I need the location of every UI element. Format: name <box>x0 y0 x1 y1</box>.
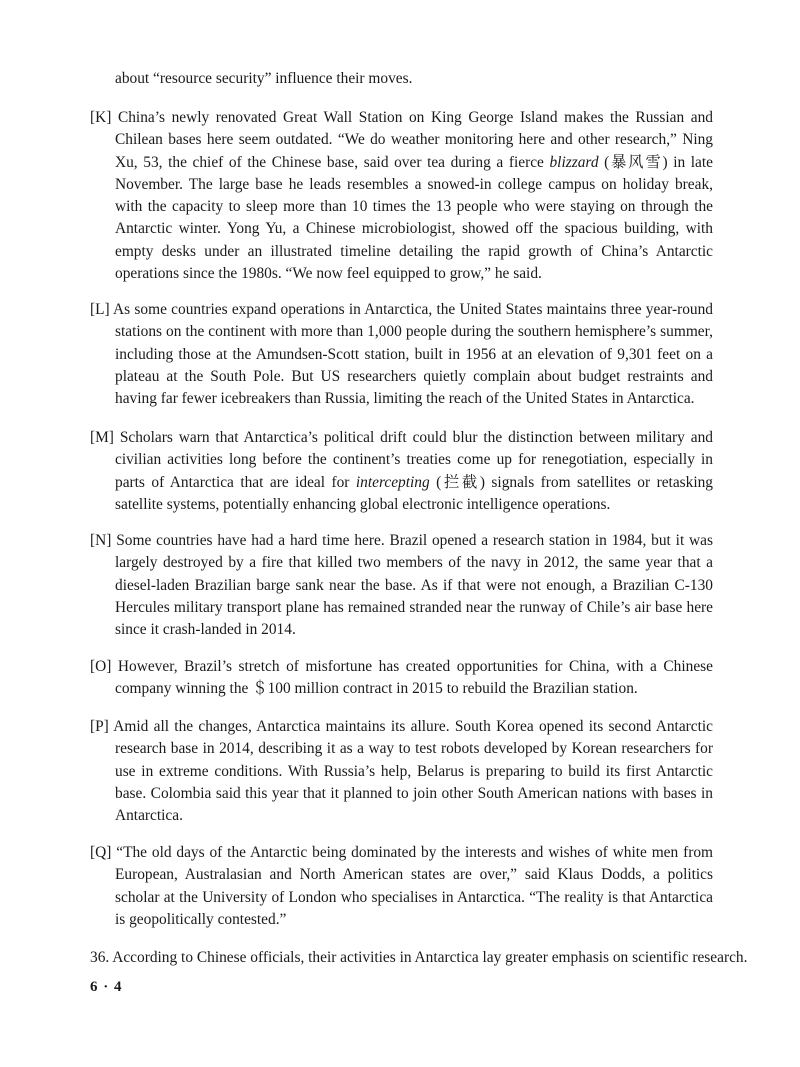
paragraph-q <box>90 842 713 931</box>
paragraph-p <box>90 716 713 827</box>
paragraph-q-text: “The old days of the Antarctic being dominated by the interests and wishes of white men from European, Australasian and North American states are over,” said Klaus Dodds, a politics scholar at the University of London who specialises in Antarctica. “The reality is that Antarctica is geopolitically contested.” <box>111 844 713 928</box>
paragraph-label-m: [M] <box>90 429 114 446</box>
paragraph-p-text: Amid all the changes, Antarctica maintains its allure. South Korea opened its second Antarctic research base in 2014, describing it as a way to test robots developed by Korean researchers for use in extreme conditions. With Russia’s help, Belarus is preparing to build its first Antarctic base. Colombia said this year that it planned to join other South American nations with bases in Antarctica. <box>108 718 713 825</box>
paragraph-n <box>90 530 713 641</box>
paragraph-label-n: [N] <box>90 532 112 549</box>
paragraph-m-text-1: Scholars warn that Antarctica’s political drift could blur the distinction between military and civilian activities long before the continent’s treaties come up for renegotiation, especially in parts of Antarctica that are ideal for <box>113 429 713 491</box>
question-36: 36. According to Chinese officials, their activities in Antarctica lay greater emphasis on scientific research. <box>90 949 748 966</box>
paragraph-label-p: [P] <box>90 718 109 735</box>
paragraph-k-text-1: China’s newly renovated Great Wall Station on King George Island makes the Russian and Chilean bases here seem outdated. “We do weather monitoring here and other research,” Ning Xu, 53, the chief of the Chinese base, said over tea during a fierce <box>111 109 713 171</box>
paragraph-n-text: Some countries have had a hard time here. Brazil opened a research station in 1984, but it was largely destroyed by a fire that killed two members of the navy in 2012, the same year that a diesel-laden Brazilian barge sank near the base. As if that were not enough, a Brazilian C-130 Hercules military transport plane has remained stranded near the runway of Chile’s air base here since it crash-landed in 2014. <box>111 532 713 639</box>
paragraph-l-text: As some countries expand operations in Antarctica, the United States maintains three year-round stations on the continent with more than 1,000 people during the southern hemisphere’s summer, including those at the Amundsen-Scott station, built in 1956 at an elevation of 9,301 feet on a plateau at the South Pole. But US researchers quietly complain about budget restraints and having far fewer icebreakers than Russia, limiting the reach of the United States in Antarctica. <box>109 301 713 408</box>
paragraph-o <box>90 656 713 701</box>
paragraph-m <box>90 427 713 516</box>
paragraph-m-keyword: intercepting <box>355 473 430 491</box>
paragraph-label-o: [O] <box>90 658 112 675</box>
paragraph-label-q: [Q] <box>90 844 112 861</box>
paragraph-continuation <box>115 68 713 90</box>
paragraph-continuation-text: about “resource security” influence their moves. <box>115 70 413 87</box>
paragraph-label-l: [L] <box>90 301 110 318</box>
paragraph-l <box>90 299 713 410</box>
paragraph-k-keyword: blizzard <box>549 153 599 171</box>
paragraph-k <box>90 107 713 285</box>
paragraph-o-text: However, Brazil’s stretch of misfortune has created opportunities for China, with a Chinese company winning the ＄100 million contract in 2015 to rebuild the Brazilian station. <box>111 658 713 698</box>
paragraph-k-text-2: (暴风雪) in late November. The large base he leads resembles a snowed-in college campus on holiday break, with the capacity to sleep more than 10 times the 13 people who were staying on through the Antarctic winter. Yong Yu, a Chinese microbiologist, showed off the spacious building, with empty desks under an illustrated timeline detailing the rapid growth of China’s Antarctic operations since the 1980s. “We now feel equipped to grow,” he said. <box>115 153 713 283</box>
page-number: 6 · 4 <box>90 979 123 995</box>
paragraph-label-k: [K] <box>90 109 112 126</box>
paragraph-m-text-2: (拦截) signals from satellites or retasking satellite systems, potentially enhancing global electronic intelligence operations. <box>115 473 713 513</box>
